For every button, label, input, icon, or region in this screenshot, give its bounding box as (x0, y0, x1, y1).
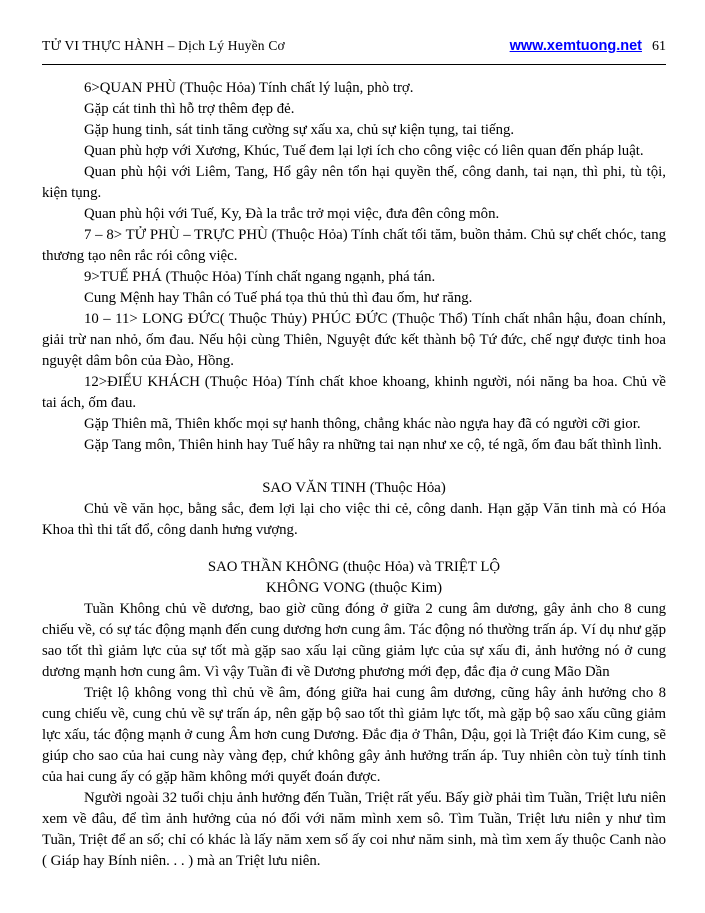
section-linh-tinh-stars (42, 78, 666, 456)
page-number: 61 (652, 39, 666, 54)
paragraph: Gặp cát tinh thì hỗ trợ thêm đẹp đẻ. (84, 101, 295, 117)
paragraph: Cung Mệnh hay Thân có Tuế phá tọa thủ thủ thì đau ốm, hư răng. (84, 290, 473, 306)
paragraph: Triệt lộ không vong thì chủ về âm, đóng giữa hai cung âm dương, cũng hây ảnh hưởng cho 8 cung chiếu về, cung chủ về sự trấn áp, nên gặp bộ sao tốt thì giảm lực tốt, mà gặp bộ sao xấu cũng giảm lực xấu, tác động mạnh ở cung Âm hơn cung Dương. Đắc địa ở Thân, Dậu, gọi là Triệt đáo Kim cung, sẽ giúp cho sao của hai cung này vàng đẹp, chứ không gây ảnh hưởng trấn áp. Tuy nhiên còn tuỳ tính tinh của hai cung ấy có gặp hãm không mới quyết đoán được. (42, 685, 666, 785)
header-divider (42, 64, 666, 65)
section-sao-van-tinh (42, 478, 666, 541)
section-heading-tuan-triet-line1: SAO THẦN KHÔNG (thuộc Hỏa) và TRIỆT LỘ (207, 559, 501, 575)
section-tuan-triet (42, 557, 666, 872)
paragraph: 10 – 11> LONG ĐỨC( Thuộc Thủy) PHÚC ĐỨC (Thuộc Thổ) Tính chất nhân hậu, đoan chính, giải trừ nan nhỏ, ốm đau. Nếu hội cùng Thiên, Nguyệt đức kết thành bộ Tứ đức, chế ngự được tinh hoa nguyệt dâm bôn của Đào, Hồng. (42, 311, 666, 369)
section-heading-tuan-triet-line2: KHÔNG VONG (thuộc Kim) (265, 580, 443, 596)
paragraph: Quan phù hợp với Xương, Khúc, Tuế đem lại lợi ích cho công việc có liên quan đến pháp luật. (84, 143, 644, 159)
paragraph: Gặp hung tinh, sát tinh tăng cường sự xấu xa, chủ sự kiện tụng, tai tiếng. (84, 122, 515, 138)
paragraph: Gặp Tang môn, Thiên hinh hay Tuế hây ra những tai nạn như xe cộ, té ngã, ốm đau bất thình lình. (84, 437, 662, 453)
website-link[interactable]: www.xemtuong.net (509, 38, 642, 54)
paragraph: 6>QUAN PHÙ (Thuộc Hỏa) Tính chất lý luận, phò trợ. (84, 80, 414, 96)
paragraph: 9>TUẾ PHÁ (Thuộc Hỏa) Tính chất ngang ngạnh, phá tán. (84, 269, 436, 285)
paragraph: 12>ĐIẾU KHÁCH (Thuộc Hỏa) Tính chất khoe khoang, khinh người, nói năng ba hoa. Chủ về tai ách, ốm đau. (42, 374, 666, 411)
paragraph: Chủ về văn học, bằng sắc, đem lợi lại cho việc thi cẻ, công danh. Hạn gặp Văn tinh mà có Hóa Khoa thì thi tất đổ, công danh hưng vượng. (42, 501, 666, 538)
paragraph: Tuần Không chủ về dương, bao giờ cũng đóng ở giữa 2 cung âm dương, gây ảnh cho 8 cung chiếu về, có sự tác động mạnh đến cung dương hơn cung âm. Tác động nó thường trấn áp. Ví dụ như gặp sao tốt thì giảm lực của sự tốt mà gặp sao xấu lại cũng giảm lực của sự xấu đi, ảnh hưởng nó ở cung dương mạnh hơn cung âm. Vì vậy Tuần đi về Dương phương mới đẹp, đắc địa ở cung Mão Dần (42, 601, 666, 680)
paragraph: 7 – 8> TỬ PHÙ – TRỰC PHÙ (Thuộc Hỏa) Tính chất tối tăm, buồn thảm. Chủ sự chết chóc, tang thương tạo nên rắc rói công việc. (42, 227, 666, 264)
header-right (510, 38, 666, 55)
document-title: TỬ VI THỰC HÀNH – Dịch Lý Huyền Cơ (42, 38, 285, 53)
paragraph: Quan phù hội với Tuế, Ky, Đà la trắc trở mọi việc, đưa đên công môn. (84, 206, 500, 222)
document-body (42, 78, 666, 872)
section-heading-van-tinh: SAO VĂN TINH (Thuộc Hỏa) (262, 480, 446, 496)
paragraph: Gặp Thiên mã, Thiên khốc mọi sự hanh thông, chẳng khác nào ngựa hay đã có người cỡi gior. (84, 416, 641, 432)
page-header (42, 38, 666, 55)
paragraph: Quan phù hội với Liêm, Tang, Hổ gây nên tổn hại quyền thế, công danh, tai nạn, thì phi, tù tội, kiện tụng. (42, 164, 666, 201)
paragraph: Người ngoài 32 tuổi chịu ảnh hưởng đến Tuần, Triệt rất yếu. Bấy giờ phải tìm Tuần, Triệt lưu niên xem về đâu, để tìm ảnh hưởng của nó đối với năm mình xem sô. Tìm Tuần, Triệt lưu niên y như tìm Tuần, Triệt để an số; chỉ có khác là lấy năm xem số ấy coi như năm sinh, mà tìm xem ấy thuộc Canh nào ( Giáp hay Bính niên. . . ) mà an Triệt lưu niên. (42, 790, 666, 869)
